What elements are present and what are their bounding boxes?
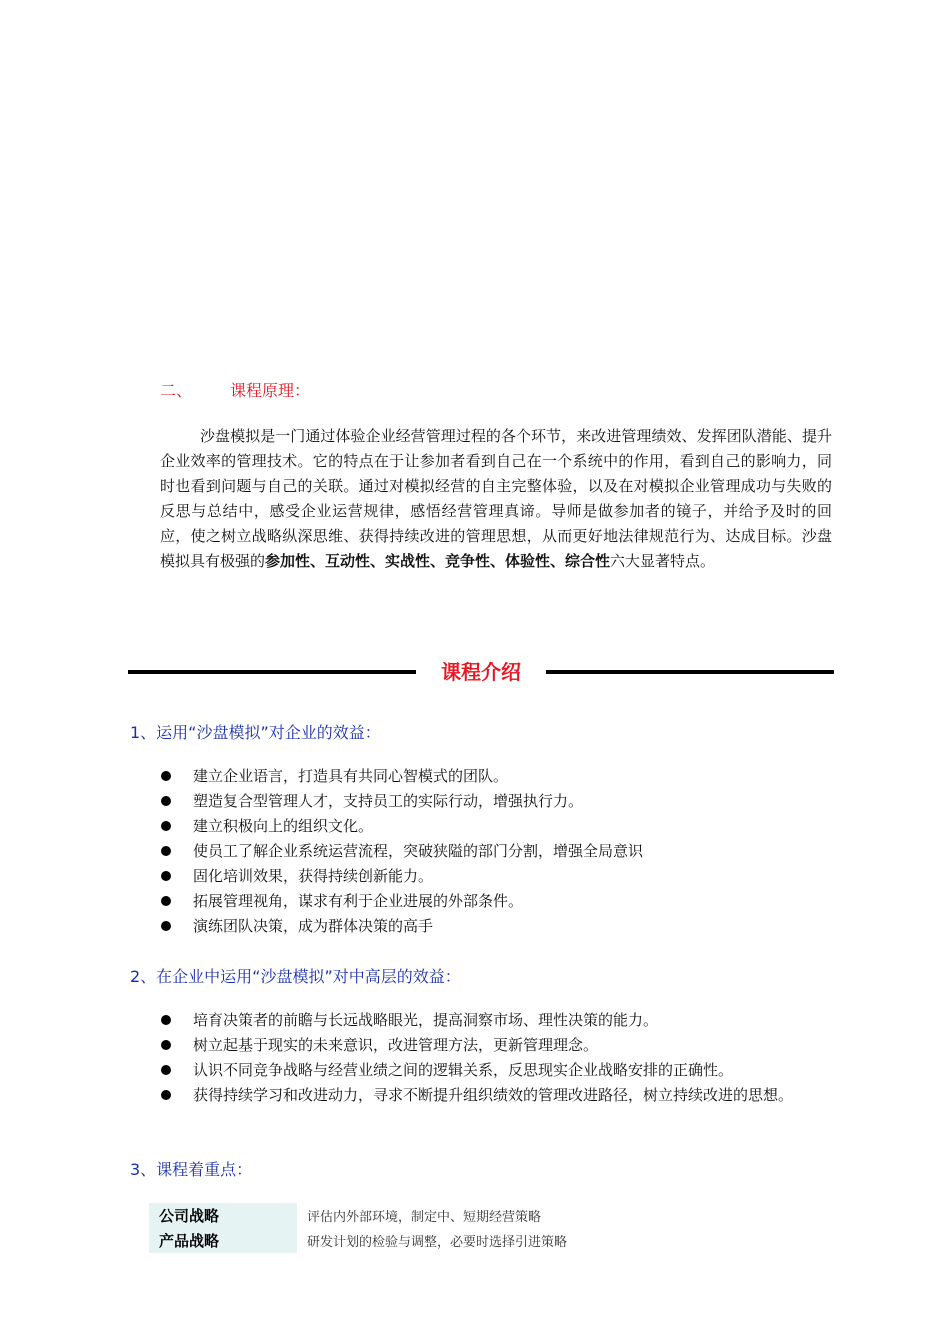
list-item-text: 认识不同竞争战略与经营业绩之间的逻辑关系，反思现实企业战略安排的正确性。 [193, 1061, 734, 1079]
list-item [160, 1033, 832, 1058]
list-item [160, 1083, 832, 1108]
paragraph-text: 沙盘模拟是一门通过体验企业经营管理过程的各个环节，来改进管理绩效、发挥团队潜能、提升企业效率的管理技术。它的特点在于让参加者看到自己在一个系统中的作用，看到自己的影响力，同时也看到问题与自己的关联。通过对模拟经营的自主完整体验，以及在对模拟企业管理成功与失败的反思与总结中，感受企业运营规律，感悟经营管理真谛。导师是做参加者的镜子，并给予及时的回应，使之树立战略纵深思维、获得持续改进的管理思想，从而更好地法律规范行为、达成目标。沙盘模拟具有极强的 [160, 427, 832, 570]
list-item-text: 建立积极向上的组织文化。 [193, 817, 374, 835]
bullet-icon [161, 871, 171, 881]
list-item-text: 演练团队决策，成为群体决策的高手 [193, 917, 434, 935]
bullet-icon [161, 846, 171, 856]
course-intro-title: 课程介绍 [441, 660, 521, 684]
table-row [149, 1228, 567, 1253]
bullet-icon [161, 1090, 171, 1100]
section-heading-principle [160, 378, 310, 401]
course-focus-table [149, 1203, 567, 1253]
list-item-text: 使员工了解企业系统运营流程，突破狭隘的部门分割，增强全局意识 [193, 842, 644, 860]
bullet-icon [161, 771, 171, 781]
list-item [160, 914, 832, 939]
management-benefits-list [160, 1008, 832, 1108]
paragraph-text-end: 六大显著特点。 [610, 552, 716, 570]
focus-key: 公司战略 [149, 1203, 297, 1228]
enterprise-benefits-heading: 1、运用“沙盘模拟”对企业的效益： [130, 723, 381, 742]
focus-value: 研发计划的检验与调整，必要时选择引进策略 [307, 1235, 568, 1250]
divider-line-left [128, 670, 416, 674]
course-intro-divider [128, 657, 834, 687]
list-item [160, 814, 832, 839]
focus-value: 评估内外部环境，制定中、短期经营策略 [307, 1210, 542, 1225]
management-benefits-heading: 2、在企业中运用“沙盘模拟”对中高层的效益： [130, 967, 461, 986]
list-item-text: 固化培训效果，获得持续创新能力。 [193, 867, 434, 885]
bullet-icon [161, 896, 171, 906]
bullet-icon [161, 921, 171, 931]
bullet-icon [161, 821, 171, 831]
list-item [160, 839, 832, 864]
list-item [160, 789, 832, 814]
bullet-icon [161, 1015, 171, 1025]
list-item-text: 拓展管理视角，谋求有利于企业进展的外部条件。 [193, 892, 524, 910]
table-row [149, 1203, 567, 1228]
list-item [160, 1008, 832, 1033]
list-item [160, 864, 832, 889]
divider-line-right [546, 670, 834, 674]
section-number: 二、 [160, 381, 193, 400]
course-focus-heading: 3、课程着重点： [130, 1160, 253, 1179]
enterprise-benefits-list [160, 764, 832, 939]
bullet-icon [161, 1040, 171, 1050]
bullet-icon [161, 1065, 171, 1075]
bullet-icon [161, 796, 171, 806]
list-item [160, 764, 832, 789]
list-item-text: 塑造复合型管理人才，支持员工的实际行动，增强执行力。 [193, 792, 584, 810]
list-item-text: 获得持续学习和改进动力，寻求不断提升组织绩效的管理改进路径，树立持续改进的思想。 [193, 1086, 794, 1104]
section-title: 课程原理： [230, 381, 311, 400]
list-item-text: 树立起基于现实的未来意识，改进管理方法，更新管理理念。 [193, 1036, 599, 1054]
focus-key: 产品战略 [149, 1228, 297, 1253]
list-item [160, 889, 832, 914]
list-item [160, 1058, 832, 1083]
principle-paragraph [160, 424, 832, 574]
list-item-text: 建立企业语言，打造具有共同心智模式的团队。 [193, 767, 509, 785]
paragraph-bold-traits: 参加性、互动性、实战性、竞争性、体验性、综合性 [265, 552, 611, 570]
list-item-text: 培育决策者的前瞻与长远战略眼光，提高洞察市场、理性决策的能力。 [193, 1011, 659, 1029]
